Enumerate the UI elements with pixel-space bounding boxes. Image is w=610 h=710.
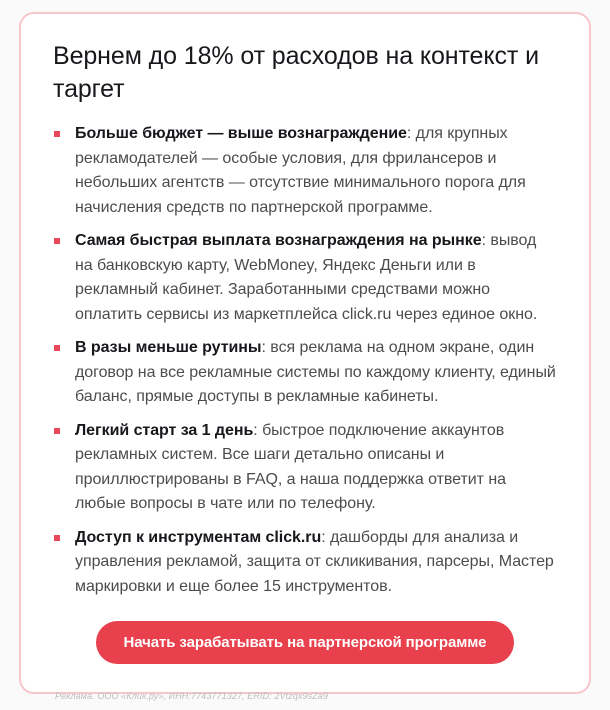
list-item bbox=[53, 336, 557, 410]
list-item bbox=[53, 526, 557, 600]
square-bullet-icon bbox=[54, 238, 60, 244]
square-bullet-icon bbox=[54, 131, 60, 137]
card-content bbox=[21, 14, 589, 702]
page-title: Вернем до 18% от расходов на контекст и таргет bbox=[53, 42, 539, 103]
benefit-lead-text: Доступ к инструментам click.ru bbox=[75, 528, 322, 546]
benefit-lead-text: Больше бюджет — выше вознаграждение bbox=[75, 125, 407, 142]
cta-container bbox=[53, 621, 557, 664]
benefit-body-text: : дашборды для анализа и управления рекламой, защита от скликивания, парсеры, Мастер маркировки и еще более 15 инструментов. bbox=[75, 528, 554, 595]
benefit-body-text: : быстрое подключение аккаунтов рекламных систем. Все шаги детально описаны и проиллюстрированы в FAQ, а наша поддержка ответит на любые вопросы в чате или по телефону. bbox=[75, 421, 506, 512]
list-item bbox=[53, 419, 557, 517]
benefit-list bbox=[53, 122, 557, 599]
benefit-body-text: : для крупных рекламодателей — особые условия, для фрилансеров и небольших агентств — отсутствие минимального порога для начисления средств по партнерской программе. bbox=[75, 125, 526, 216]
square-bullet-icon bbox=[54, 535, 60, 541]
benefit-lead-text: Самая быстрая выплата вознаграждения на рынке bbox=[75, 232, 482, 249]
benefit-body-text: : вся реклама на одном экране, один договор на все рекламные системы по каждому клиенту, единый баланс, прямые доступы в рекламные кабинеты. bbox=[75, 339, 556, 405]
benefit-lead-text: Легкий старт за 1 день bbox=[75, 421, 254, 439]
square-bullet-icon bbox=[54, 345, 60, 351]
benefit-lead-text: В разы меньше рутины bbox=[75, 339, 262, 356]
advertisement-card bbox=[19, 12, 591, 701]
list-item bbox=[53, 229, 557, 327]
benefit-body-text: : вывод на банковскую карту, WebMoney, Яндекс Деньги или в рекламный кабинет. Заработанными средствами можно оплатить сервисы из маркетплейса click.ru через единое окно. bbox=[75, 232, 538, 323]
list-item bbox=[53, 122, 557, 220]
start-earning-button[interactable]: Начать зарабатывать на партнерской программе bbox=[96, 621, 515, 664]
square-bullet-icon bbox=[54, 428, 60, 434]
ad-disclaimer: Реклама. ООО «Клик.ру», ИНН:7743771327, ERID: 2Vtzqx9sZa9 bbox=[55, 691, 328, 701]
